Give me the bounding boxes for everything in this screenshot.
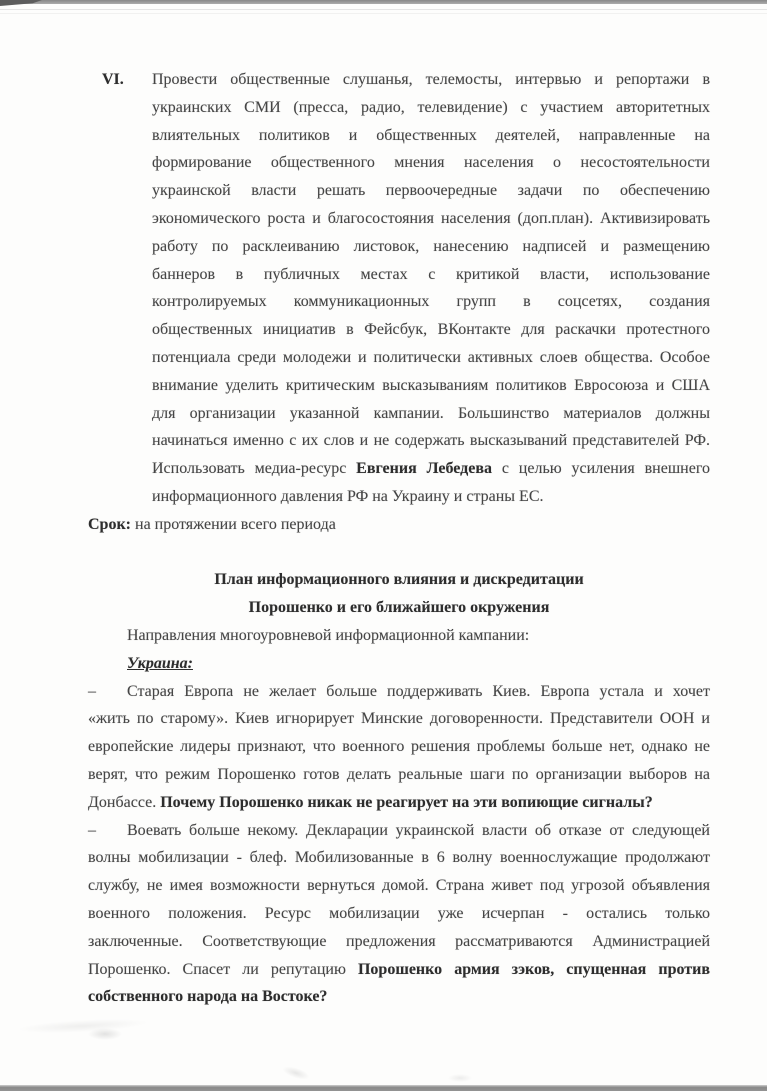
- text-segment: волны мобилизации - блеф. Мобилизованные в 6 волну военнослужащие продолжают: [88, 849, 710, 867]
- text-segment: европейские лидеры признают, что военного решения проблемы больше нет, однако не: [88, 738, 710, 756]
- text-line: [88, 622, 710, 650]
- text-line: [152, 400, 710, 428]
- scan-smudge-bottom-left: [18, 1017, 148, 1036]
- text-line: [152, 233, 710, 261]
- text-line: [88, 733, 710, 761]
- text-line: [152, 288, 710, 316]
- text-line: [102, 66, 710, 94]
- text-segment: баннеров в публичных местах с критикой власти, использование: [152, 265, 710, 283]
- text-segment: внимание уделить критическим высказываниям политиков Евросоюза и США: [152, 376, 710, 394]
- text-segment: Порошенко. Спасет ли репутацию: [88, 960, 358, 978]
- text-segment: Воевать больше некому. Декларации украинской власти об отказе от следующей: [127, 821, 710, 839]
- text-line: [88, 983, 710, 1011]
- text-segment: с целью усиления внешнего: [492, 460, 710, 478]
- text-segment: Донбассе.: [88, 793, 161, 811]
- text-segment: Украина:: [127, 654, 193, 672]
- text-line: [152, 372, 710, 400]
- text-line: [88, 817, 710, 845]
- text-segment: Провести общественные слушанья, телемосты, интервью и репортажи в: [152, 71, 710, 88]
- list-marker: –: [88, 821, 96, 839]
- list-marker: VI.: [102, 71, 124, 88]
- text-segment: общественных инициатив в Фейсбук, ВКонтакте для раскачки протестного: [152, 321, 710, 339]
- paragraph-campaign-directions: [88, 622, 710, 650]
- paragraph-srok: [88, 511, 710, 539]
- text-line: [152, 483, 710, 511]
- text-line: [152, 205, 710, 233]
- text-line: [88, 678, 710, 706]
- text-line: [152, 177, 710, 205]
- text-line: [88, 566, 710, 594]
- text-line: [88, 650, 710, 678]
- text-segment: собственного народа на Востоке?: [88, 988, 328, 1006]
- text-segment: Направления многоуровневой информационной кампании:: [127, 626, 530, 644]
- text-line: [152, 455, 710, 483]
- scan-bottom-edge-band: [0, 1085, 767, 1091]
- text-segment: начинаться именно с их слов и не содержать высказываний представителей РФ.: [152, 432, 710, 450]
- text-line: [88, 594, 710, 622]
- list-marker: –: [88, 682, 96, 700]
- text-segment: контролируемых коммуникационных групп в соцсетях, создания: [152, 293, 710, 311]
- text-line: [88, 789, 710, 817]
- scan-top-fold-line: [0, 9, 767, 10]
- scan-smudge-bottom-left-2: [88, 1028, 122, 1040]
- text-line: [152, 261, 710, 289]
- text-line: [152, 344, 710, 372]
- text-segment: влиятельных политиков и общественных деятелей, направленные на: [152, 126, 710, 144]
- text-segment: службу, не имея возможности вернуться домой. Страна живет под угрозой объявления: [88, 877, 710, 895]
- text-line: [152, 427, 710, 455]
- text-line: [152, 316, 710, 344]
- text-segment: Евгения Лебедева: [356, 460, 493, 478]
- text-segment: Старая Европа не желает больше поддерживать Киев. Европа устала и хочет: [127, 682, 710, 700]
- text-segment: Почему Порошенко никак не реагирует на эти вопиющие сигналы?: [160, 793, 653, 811]
- text-segment: украинских СМИ (пресса, радио, телевидение) с участием авторитетных: [152, 98, 710, 116]
- text-line: [88, 511, 710, 539]
- text-line: [88, 872, 710, 900]
- text-segment: Порошенко армия зэков, спущенная против: [357, 960, 710, 978]
- text-segment: военного положения. Ресурс мобилизации уже исчерпан - остались только: [88, 904, 710, 922]
- text-segment: работу по расклеиванию листовок, нанесению надписей и размещению: [152, 237, 710, 255]
- text-segment: на протяжении всего периода: [131, 515, 336, 533]
- text-segment: План информационного влияния и дискредитации: [214, 571, 584, 589]
- text-line: [88, 844, 710, 872]
- text-segment: потенциала среди молодежи и политически активных слоев общества. Особое: [152, 348, 710, 366]
- scan-smudge-bottom-center: [281, 1064, 311, 1082]
- text-segment: информационного давления РФ на Украину и страны ЕС.: [152, 487, 544, 505]
- paragraph-dash-old-europe: [88, 678, 710, 817]
- scan-smudge-bottom-center-2: [448, 1074, 472, 1082]
- subheading-ukraine: [88, 650, 710, 678]
- text-segment: верят, что режим Порошенко готов делать реальные шаги по организации выборов на: [88, 765, 710, 783]
- text-line: [88, 956, 710, 984]
- text-line: [88, 928, 710, 956]
- text-line: [88, 705, 710, 733]
- text-line: [152, 122, 710, 150]
- text-segment: заключенные. Соответствующие предложения рассматриваются Администрацией: [88, 932, 710, 950]
- text-segment: формирование общественного мнения населения о несостоятельности: [152, 154, 710, 172]
- text-segment: для организации указанной кампании. Большинство материалов должны: [152, 404, 710, 422]
- scan-top-edge-band: [0, 0, 767, 4]
- text-segment: Порошенко и его ближайшего окружения: [248, 599, 550, 617]
- paragraph-item-vi: [102, 66, 710, 511]
- text-line: [88, 761, 710, 789]
- document-content: [88, 66, 710, 1011]
- text-line: [88, 900, 710, 928]
- document-title: [88, 566, 710, 622]
- text-segment: Срок:: [88, 515, 131, 533]
- text-segment: «жить по старому». Киев игнорирует Минские договоренности. Представители ООН и: [88, 710, 710, 728]
- scan-top-fold-line-2: [0, 13, 767, 14]
- paragraph-dash-mobilization: [88, 817, 710, 1012]
- text-line: [152, 149, 710, 177]
- text-segment: Использовать медиа-ресурс: [152, 460, 357, 478]
- text-segment: экономического роста и благосостояния населения (доп.план). Активизировать: [152, 209, 710, 227]
- text-segment: украинской власти решать первоочередные задачи по обеспечению: [152, 182, 710, 200]
- text-line: [152, 94, 710, 122]
